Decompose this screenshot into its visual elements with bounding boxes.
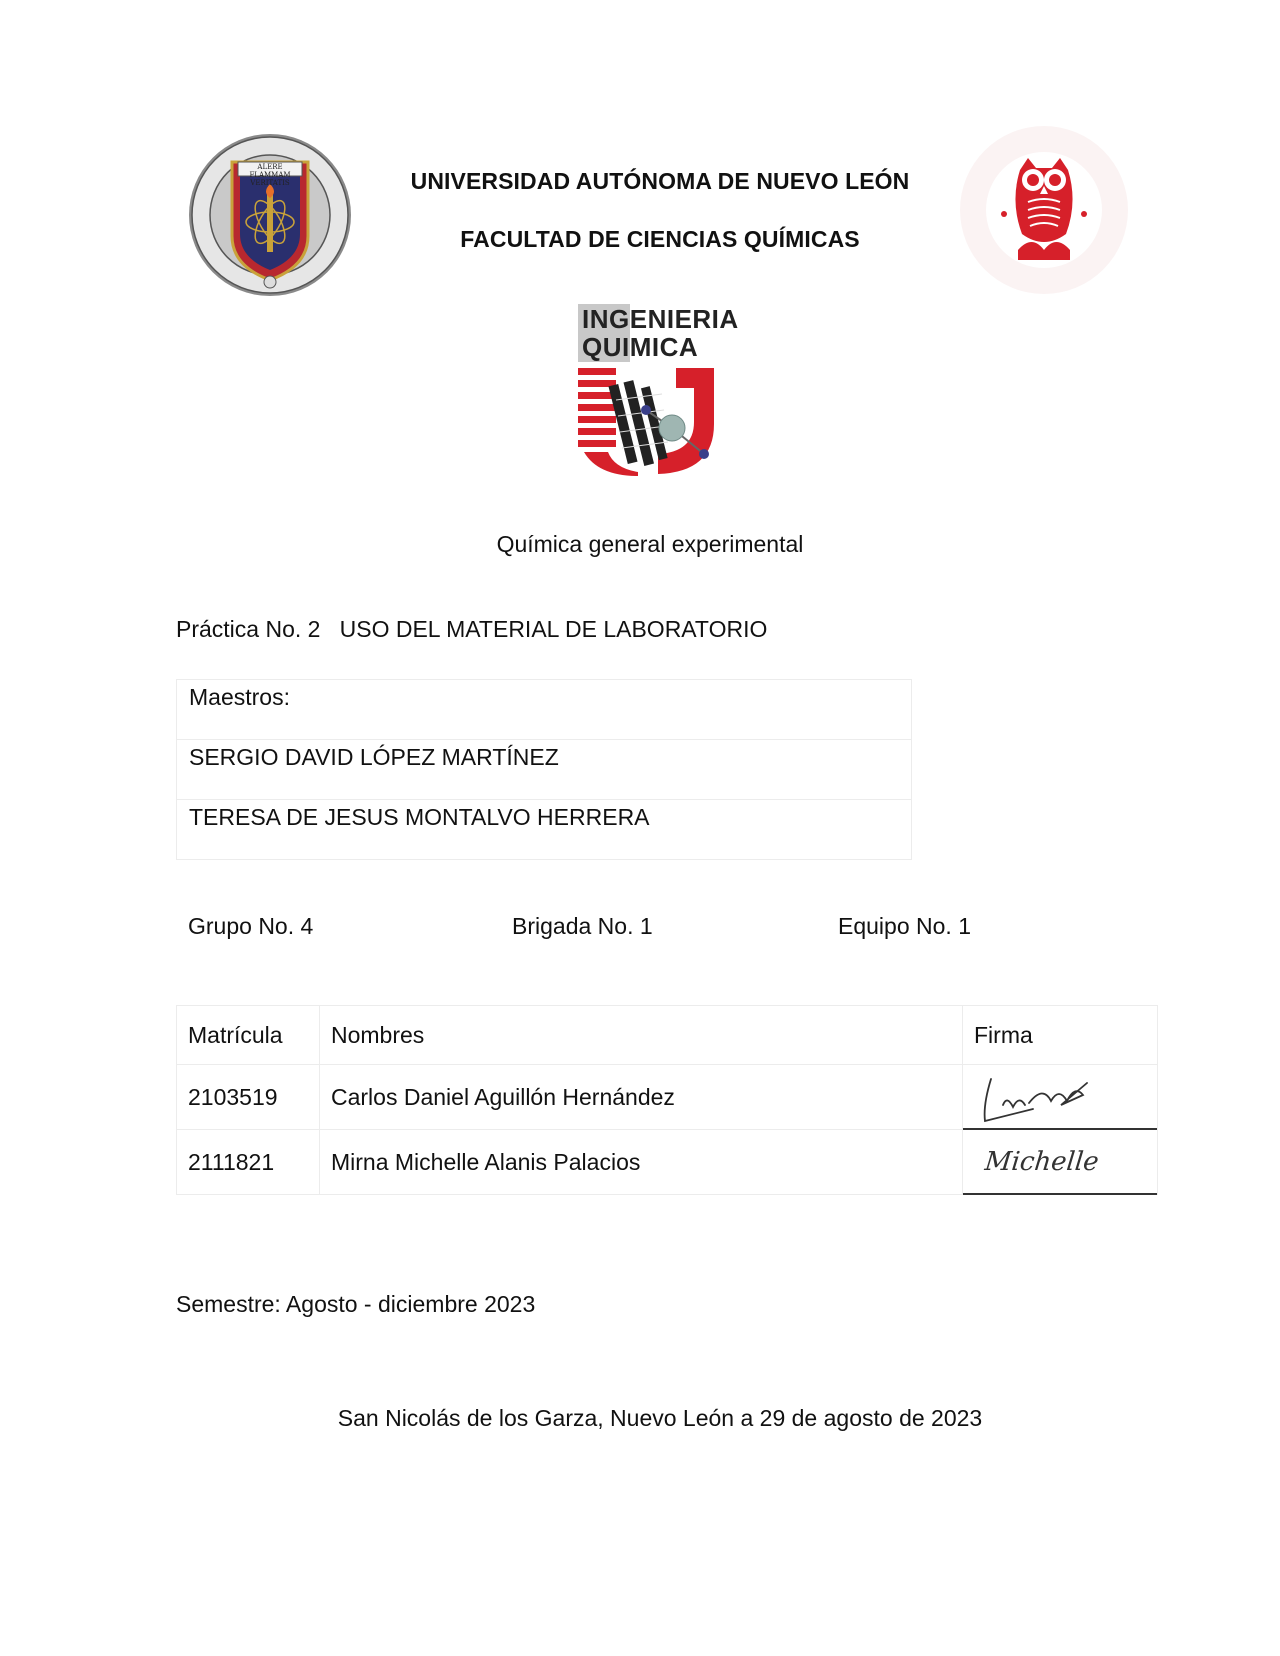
faculty-title: FACULTAD DE CIENCIAS QUÍMICAS <box>460 226 860 252</box>
practice-title: USO DEL MATERIAL DE LABORATORIO <box>339 616 768 642</box>
signature-line <box>963 1193 1157 1195</box>
student-id: 2111821 <box>177 1130 320 1195</box>
place-date: San Nicolás de los Garza, Nuevo León a 29 de agosto de 2023 <box>337 1405 983 1431</box>
student-id: 2103519 <box>177 1065 320 1130</box>
brigade-number: Brigada No. 1 <box>512 913 653 939</box>
teachers-label: Maestros: <box>177 680 912 740</box>
student-name: Carlos Daniel Aguillón Hernández <box>320 1065 963 1130</box>
column-header-nombres: Nombres <box>320 1006 963 1065</box>
semester-text: Semestre: Agosto - diciembre 2023 <box>176 1291 536 1317</box>
table-row <box>177 1130 1158 1195</box>
group-number: Grupo No. 4 <box>188 913 314 939</box>
practice-number: Práctica No. 2 <box>176 616 321 642</box>
students-table <box>176 1005 1158 1195</box>
teacher-name: TERESA DE JESUS MONTALVO HERRERA <box>177 800 912 860</box>
iq-logo-text: INGENIERIA QUIMICA <box>582 304 739 362</box>
team-number: Equipo No. 1 <box>838 913 971 939</box>
subject-title: Química general experimental <box>496 531 804 557</box>
teacher-name: SERGIO DAVID LÓPEZ MARTÍNEZ <box>177 740 912 800</box>
student-signature <box>963 1065 1158 1130</box>
signature-text: Michelle <box>983 1147 1101 1177</box>
table-header-row <box>177 1006 1158 1065</box>
uanl-seal-motto: ALERE FLAMMAM VERITATIS <box>249 163 291 187</box>
student-signature <box>963 1130 1158 1195</box>
student-name: Mirna Michelle Alanis Palacios <box>320 1130 963 1195</box>
table-row <box>177 800 912 860</box>
fcq-owl-seal-logo <box>954 122 1134 298</box>
table-row <box>177 1065 1158 1130</box>
practice-heading <box>176 616 767 643</box>
teachers-table <box>176 679 912 860</box>
column-header-firma: Firma <box>963 1006 1158 1065</box>
university-title: UNIVERSIDAD AUTÓNOMA DE NUEVO LEÓN <box>410 168 910 194</box>
table-row <box>177 680 912 740</box>
column-header-matricula: Matrícula <box>177 1006 320 1065</box>
uanl-seal-logo <box>186 132 354 298</box>
table-row <box>177 740 912 800</box>
signature-scribble <box>963 1065 1123 1129</box>
